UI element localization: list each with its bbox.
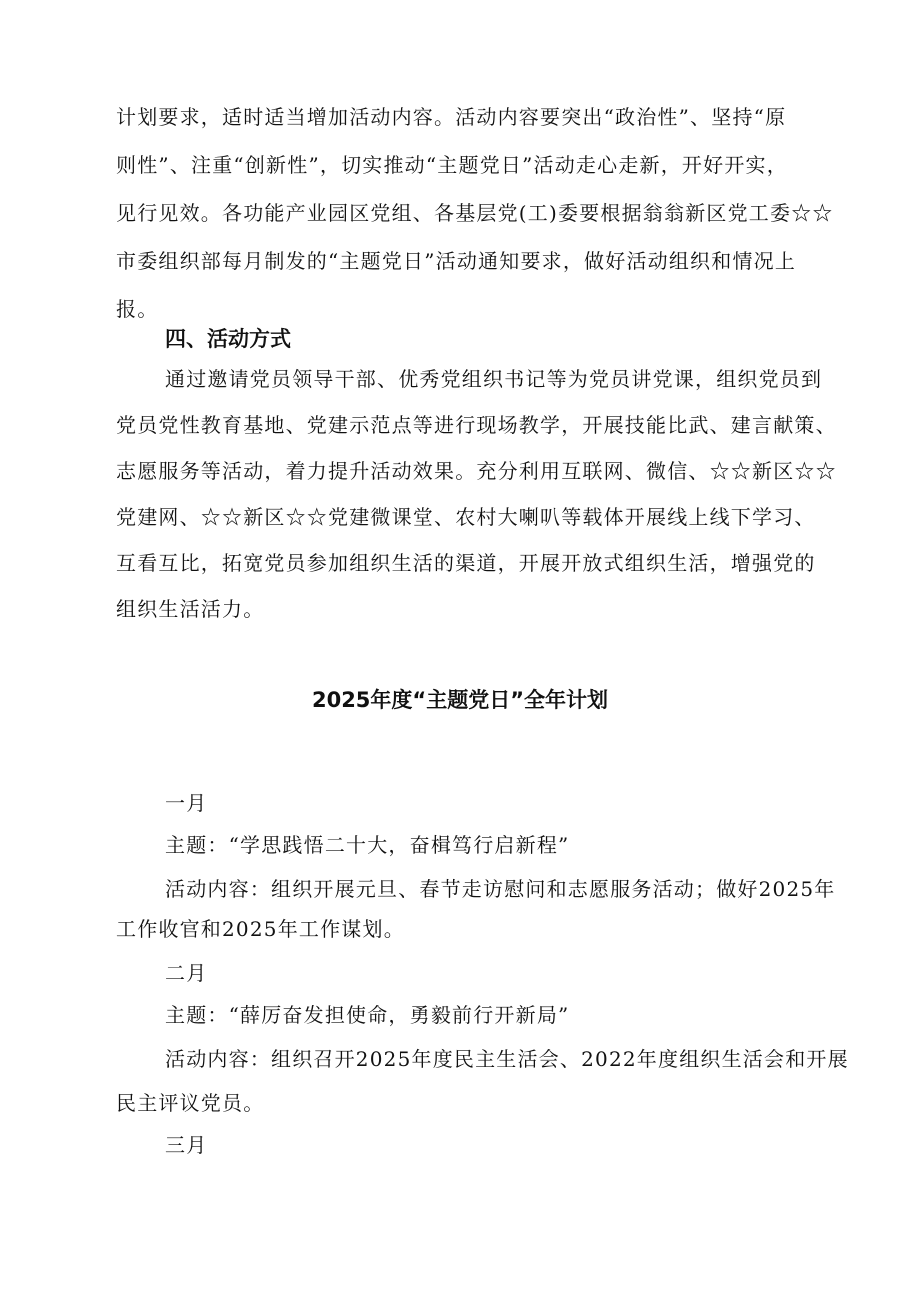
- month-january: 一月: [165, 791, 208, 815]
- section-line-2: 党员党性教育基地、党建示范点等进行现场教学，开展技能比武、建言献策、: [116, 413, 837, 437]
- february-content-line-2: 民主评议党员。: [116, 1091, 265, 1115]
- section-line-6: 组织生活活力。: [116, 597, 265, 621]
- plan-title: 2025年度“主题党日”全年计划: [311, 688, 609, 712]
- section-line-3: 志愿服务等活动，着力提升活动效果。充分利用互联网、微信、☆☆新区☆☆: [116, 459, 837, 483]
- january-content-line-1: 活动内容：组织开展元旦、春节走访慰问和志愿服务活动；做好2025年: [165, 877, 836, 901]
- intro-line-1: 计划要求，适时适当增加活动内容。活动内容要突出“政治性”、坚持“原: [116, 105, 787, 129]
- month-march: 三月: [165, 1133, 208, 1157]
- february-theme: 主题：“薛厉奋发担使命，勇毅前行开新局”: [165, 1003, 570, 1027]
- section-line-4: 党建网、☆☆新区☆☆党建微课堂、农村大喇叭等载体开展线上线下学习、: [116, 505, 816, 529]
- section-line-5: 互看互比，拓宽党员参加组织生活的渠道，开展开放式组织生活，增强党的: [116, 551, 816, 575]
- month-february: 二月: [165, 961, 208, 985]
- february-content-line-1: 活动内容：组织召开2025年度民主生活会、2022年度组织生活会和开展: [165, 1047, 849, 1071]
- intro-line-2: 则性”、注重“创新性”，切实推动“主题党日”活动走心走新，开好开实，: [116, 153, 788, 177]
- section-line-1: 通过邀请党员领导干部、优秀党组织书记等为党员讲党课，组织党员到: [165, 367, 823, 391]
- january-theme: 主题：“学思践悟二十大，奋楫笃行启新程”: [165, 833, 570, 857]
- intro-line-4: 市委组织部每月制发的“主题党日”活动通知要求，做好活动组织和情况上: [116, 249, 797, 273]
- intro-line-3: 见行见效。各功能产业园区党组、各基层党(工)委要根据翁翁新区党工委☆☆: [116, 201, 834, 225]
- january-content-line-2: 工作收官和2025年工作谋划。: [116, 917, 405, 941]
- section-heading: 四、活动方式: [165, 327, 291, 351]
- intro-line-5: 报。: [116, 297, 159, 321]
